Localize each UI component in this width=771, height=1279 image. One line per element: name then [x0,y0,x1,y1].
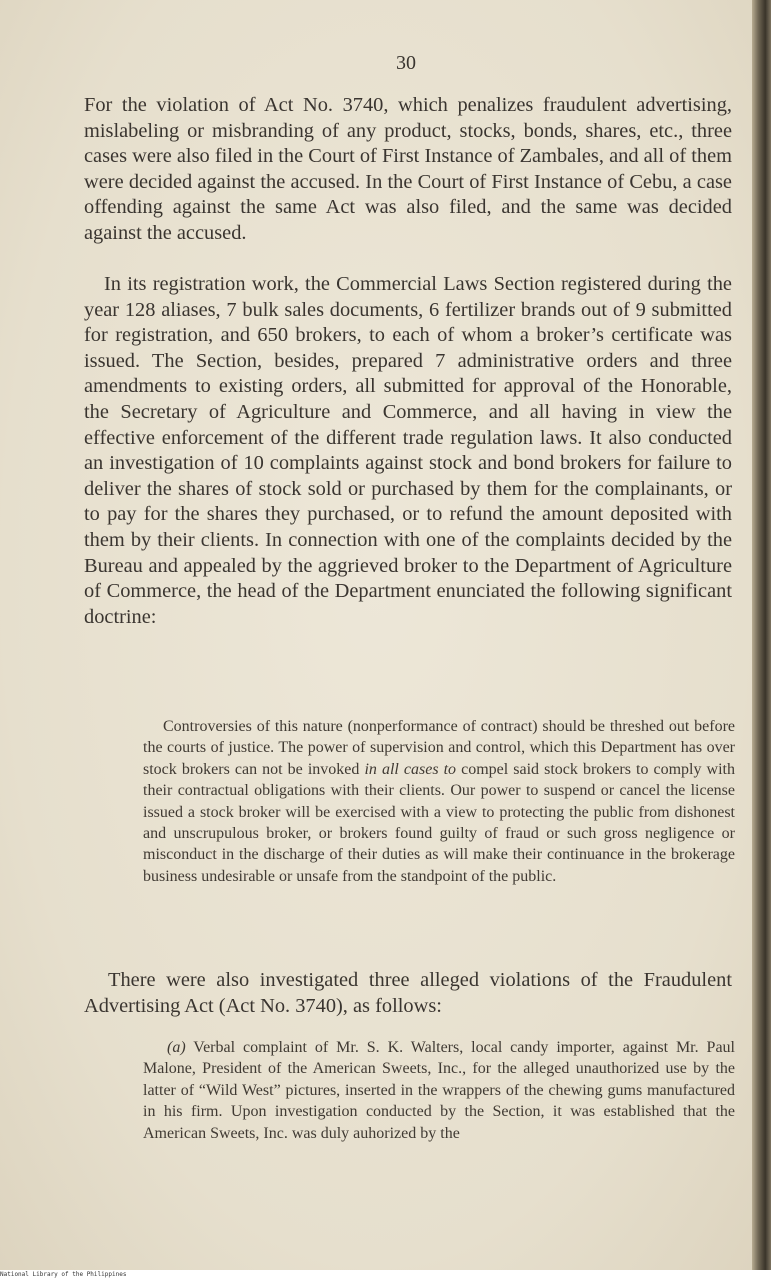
library-footer: National Library of the Philippines [0,1271,127,1278]
paragraph-registration-work: In its registration work, the Commercial Laws Section registered during the year 128 aliases, 7 bulk sales documents, 6 fertilizer brands out of 9 submitted for registration, and 650 brokers, to each of whom a broker’s certificate was issued. The Section, besides, prepared 7 administrative orders and three amendments to existing orders, all submitted for approval of the Honorable, the Secretary of Agriculture and Commerce, and all having in view the effective enforcement of the different trade regulation laws. It also conducted an investigation of 10 complaints against stock and bond brokers for failure to deliver the shares of stock sold or purchased by them for the complainants, or to pay for the shares they purchased, or to refund the amount deposited with them by their clients. In connection with one of the complaints decided by the Bureau and appealed by the aggrieved broker to the Department of Agriculture of Commerce, the head of the Department enunciated the following significant doctrine: [84,273,732,628]
page-binding-edge [752,0,771,1270]
list-item-a [143,1037,735,1144]
paragraph-investigated-violations: There were also investigated three alleged violations of the Fraudulent Advertising Act (Act No. 3740), as follows: [84,969,732,1017]
page-number: 30 [396,52,416,74]
paragraph-fraudulent-advertising-cases: For the violation of Act No. 3740, which penalizes fraudulent advertising, mislabeling or misbranding of any product, stocks, bonds, shares, etc., three cases were also filed in the Court of First Instance of Zambales, and all of them were decided against the accused. In the Court of First Instance of Cebu, a case offending against the same Act was also filed, and the same was decided against the accused. [84,94,732,244]
quote-text-start: Controversies of this nature (nonperformance of contract) should be threshed out before the courts of justice. The power of supervision and control, which this Department has over stock brokers can not be invoked [143,718,735,778]
quote-italic-phrase: in all cases to [364,760,457,778]
item-marker: (a) [167,1039,186,1056]
quote-text-end: compel said stock brokers to comply with their contractual obligations with their clients. Our power to suspend or cancel the license issued a stock broker will be exercised with a view to protecting the public from dishonest and unscrupulous broker, or brokers found guilty of fraud or such gross negligence or misconduct in the discharge of their duties as will make their continuance in the brokerage business undesirable or unsafe from the standpoint of the public. [143,760,736,885]
quoted-doctrine [143,716,735,887]
item-text: Verbal complaint of Mr. S. K. Walters, local candy importer, against Mr. Paul Malone, President of the American Sweets, Inc., for the alleged unauthorized use by the latter of “Wild West” pictures, inserted in the wrappers of the chewing gums manufactured in his firm. Upon investigation conducted by the Section, it was established that the American Sweets, Inc. was duly auhorized by the [143,1039,735,1142]
